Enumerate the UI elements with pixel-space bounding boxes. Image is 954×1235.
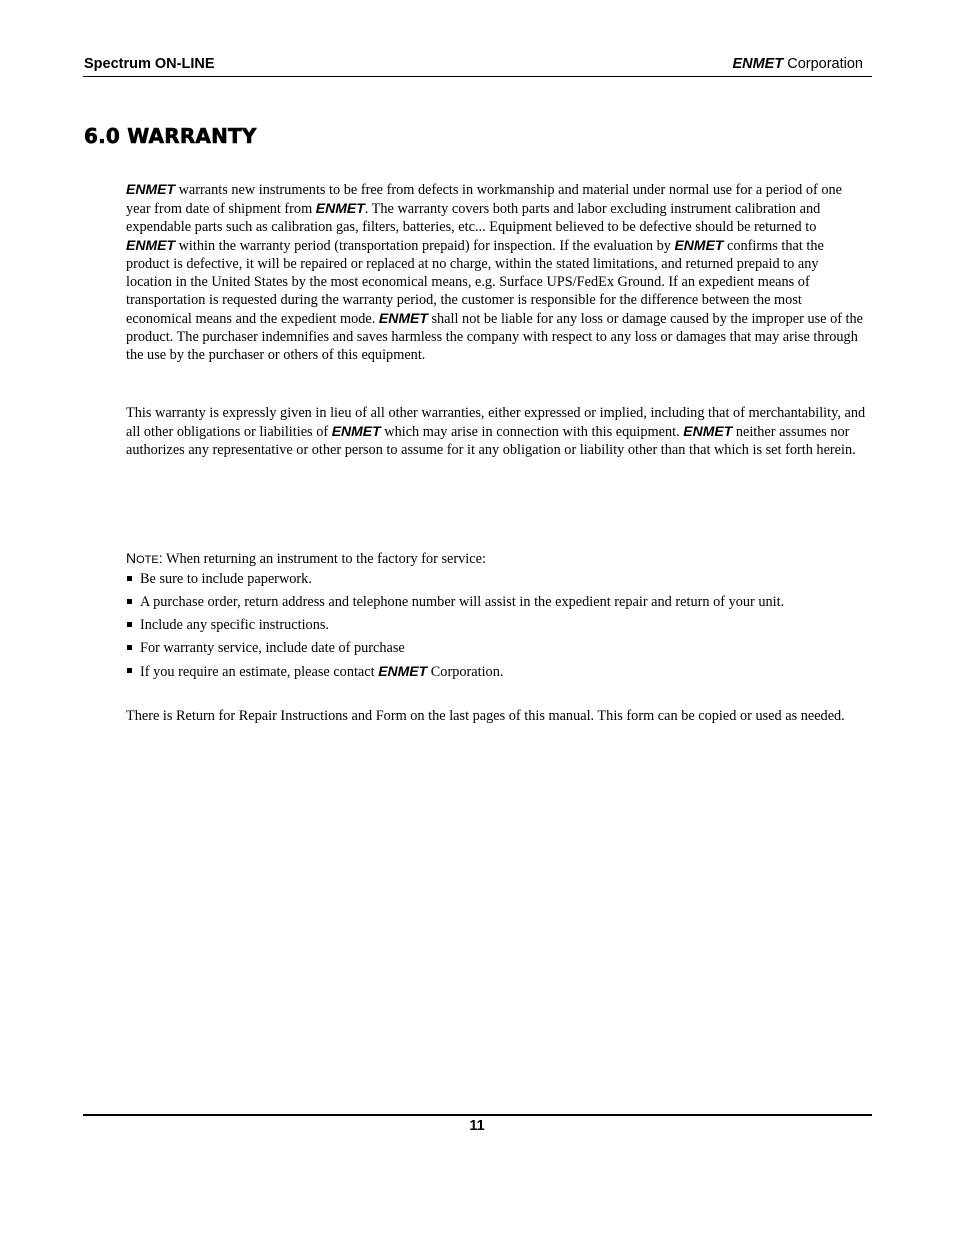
brand-name: ENMET	[674, 237, 724, 253]
note-label-colon: :	[158, 550, 163, 566]
note-label-rest: OTE	[136, 554, 159, 566]
paragraph-text: warrants new instruments to be free from defects in workmanship and material under normal use for a period of one year from date of shipment from	[126, 182, 842, 217]
bullet-square-icon	[127, 668, 132, 673]
note-label-initial: N	[126, 550, 137, 566]
list-item	[126, 639, 886, 662]
bullet-square-icon	[127, 645, 132, 650]
brand-name: ENMET	[378, 310, 428, 326]
list-item-text: Corporation.	[427, 664, 504, 680]
paragraph-text: shall not be liable for any loss or damage caused by the improper use of the product. The purchaser indemnifies and saves harmless the company with respect to any loss or damages that may arise through the use by the purchaser or others of this equipment.	[126, 311, 864, 363]
page-header	[83, 56, 872, 77]
note-label	[126, 550, 163, 566]
paragraph-text: confirms that the product is defective, it will be repaired or replaced at no charge, within the stated limitations, and returned prepaid to any location in the United States by the most economical means, e.g. Surface UPS/FedEx Ground. If an expedient means of transportation is requested during the warranty period, the customer is responsible for the difference between the most economical means and the expedient mode.	[126, 238, 824, 327]
footer-divider	[83, 1114, 872, 1116]
note-list	[126, 570, 886, 685]
brand-name: ENMET	[331, 423, 381, 439]
list-item-text: A purchase order, return address and telephone number will assist in the expedient repair and return of your unit.	[140, 594, 785, 610]
header-company	[732, 56, 863, 72]
repair-form-paragraph: There is Return for Repair Instructions and Form on the last pages of this manual. This form can be copied or used as needed.	[126, 708, 845, 724]
paragraph-text: which may arise in connection with this equipment.	[380, 424, 684, 440]
list-item	[126, 662, 886, 685]
list-item	[126, 616, 886, 639]
header-company-brand: ENMET	[732, 56, 784, 72]
bullet-square-icon	[127, 576, 132, 581]
paragraph-text: neither assumes nor authorizes any representative or other person to assume for it any obligation or liability other than that which is set forth herein.	[126, 424, 856, 458]
header-document-title: Spectrum ON-LINE	[84, 56, 215, 72]
list-item	[126, 593, 886, 616]
brand-name: ENMET	[683, 423, 733, 439]
paragraph-text: . The warranty covers both parts and labor excluding instrument calibration and expendable parts such as calibration gas, filters, batteries, etc... Equipment believed to be defective should be returned to	[126, 201, 821, 235]
brand-name: ENMET	[315, 200, 365, 216]
note-heading	[126, 549, 868, 569]
paragraph-text: This warranty is expressly given in lieu of all other warranties, either expressed or implied, including that of merchantability, and all other obligations or liabilities of	[126, 405, 866, 440]
bullet-square-icon	[127, 622, 132, 627]
warranty-paragraph	[126, 180, 868, 364]
page-number: 11	[469, 1118, 485, 1134]
section-title: 6.0 WARRANTY	[84, 124, 257, 148]
brand-name: ENMET	[378, 663, 428, 679]
list-item	[126, 570, 886, 593]
list-item-text: For warranty service, include date of purchase	[140, 640, 405, 656]
brand-name: ENMET	[126, 237, 175, 253]
note-text: When returning an instrument to the factory for service:	[162, 551, 486, 567]
bullet-square-icon	[127, 599, 132, 604]
list-item-text: Be sure to include paperwork.	[140, 571, 312, 587]
brand-name: ENMET	[126, 181, 175, 197]
list-item-text: If you require an estimate, please contact	[140, 664, 379, 680]
disclaimer-paragraph	[126, 404, 868, 459]
header-company-suffix: Corporation	[783, 56, 863, 72]
list-item-text: Include any specific instructions.	[140, 617, 329, 633]
paragraph-text: within the warranty period (transportation prepaid) for inspection. If the evaluation by	[175, 238, 675, 254]
